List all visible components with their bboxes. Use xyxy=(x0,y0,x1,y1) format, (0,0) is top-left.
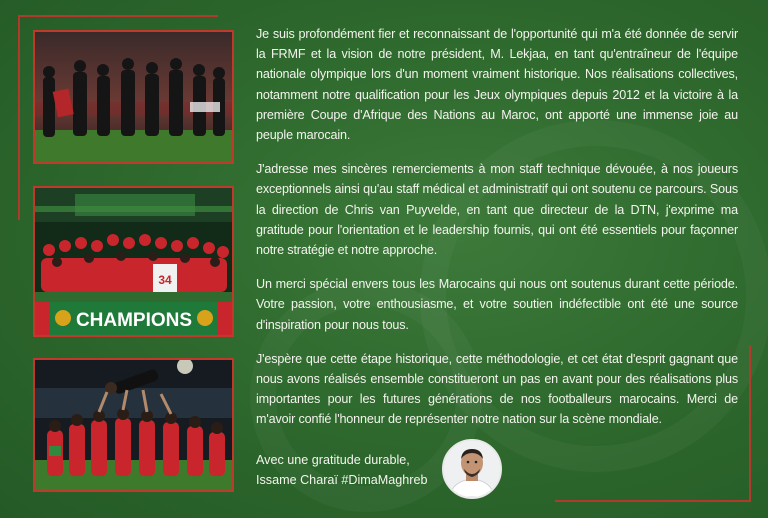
letter-paragraph-4: J'espère que cette étape historique, cette méthodologie, et cet état d'esprit gagnant que nous avons réalisés ensemble constitueront un pas en avant pour des réalisations plus importantes pour les futures générations de nos footballeurs marocains. Merci de m'avoir confié l'honneur de représenter notre nation sur la scène mondiale. xyxy=(256,351,738,427)
letter-paragraph-1: Je suis profondément fier et reconnaissant de l'opportunité qui m'a été donnée de servir la FRMF et la vision de notre président, M. Lekjaa, en tant qu'entraîneur de l'équipe nationale olympique lors d'un moment vraiment historique. Nos réalisations collectives, notamment notre qualification pour les Jeux olympiques depuis 2012 et la victoire à la première Coupe d'Afrique des Nations au Maroc, ont apporté une immense joie au peuple marocain. xyxy=(256,27,738,143)
frame-line-right xyxy=(749,345,751,502)
signature-line-2: Issame Charaï #DimaMaghreb xyxy=(256,473,428,487)
signature-line-1: Avec une gratitude durable, xyxy=(256,453,410,467)
photo-champions xyxy=(33,186,234,337)
letter-paragraph-3: Un merci spécial envers tous les Marocains qui nous ont soutenus durant cette période. Votre passion, votre enthousiasme, et votre soutien indéfectible ont été une source d'inspiration pour nous tous. xyxy=(256,277,738,332)
letter-paragraph-2: J'adresse mes sincères remerciements à mon staff technique dévouée, à nos joueurs exceptionnels ainsi qu'au staff médical et administratif qui ont soutenu ce parcours. Sous la direction de Chris van Puyvelde, en tant que directeur de la DTN, j'exprime ma gratitude pour l'orientation et le leadership fournis, qui ont été essentiels pour façonner notre stratégie et notre approche. xyxy=(256,162,738,258)
photo-team-celebration xyxy=(33,30,234,164)
avatar xyxy=(442,439,502,499)
letter-body xyxy=(256,24,738,444)
photo-coach-lift xyxy=(33,358,234,492)
champions-banner: CHAMPIONS xyxy=(75,310,193,331)
frame-line-top xyxy=(18,15,218,17)
signature xyxy=(256,450,428,490)
frame-line-bottom xyxy=(555,500,751,502)
frame-line-left xyxy=(18,15,20,220)
jersey-number: 34 xyxy=(158,273,172,287)
